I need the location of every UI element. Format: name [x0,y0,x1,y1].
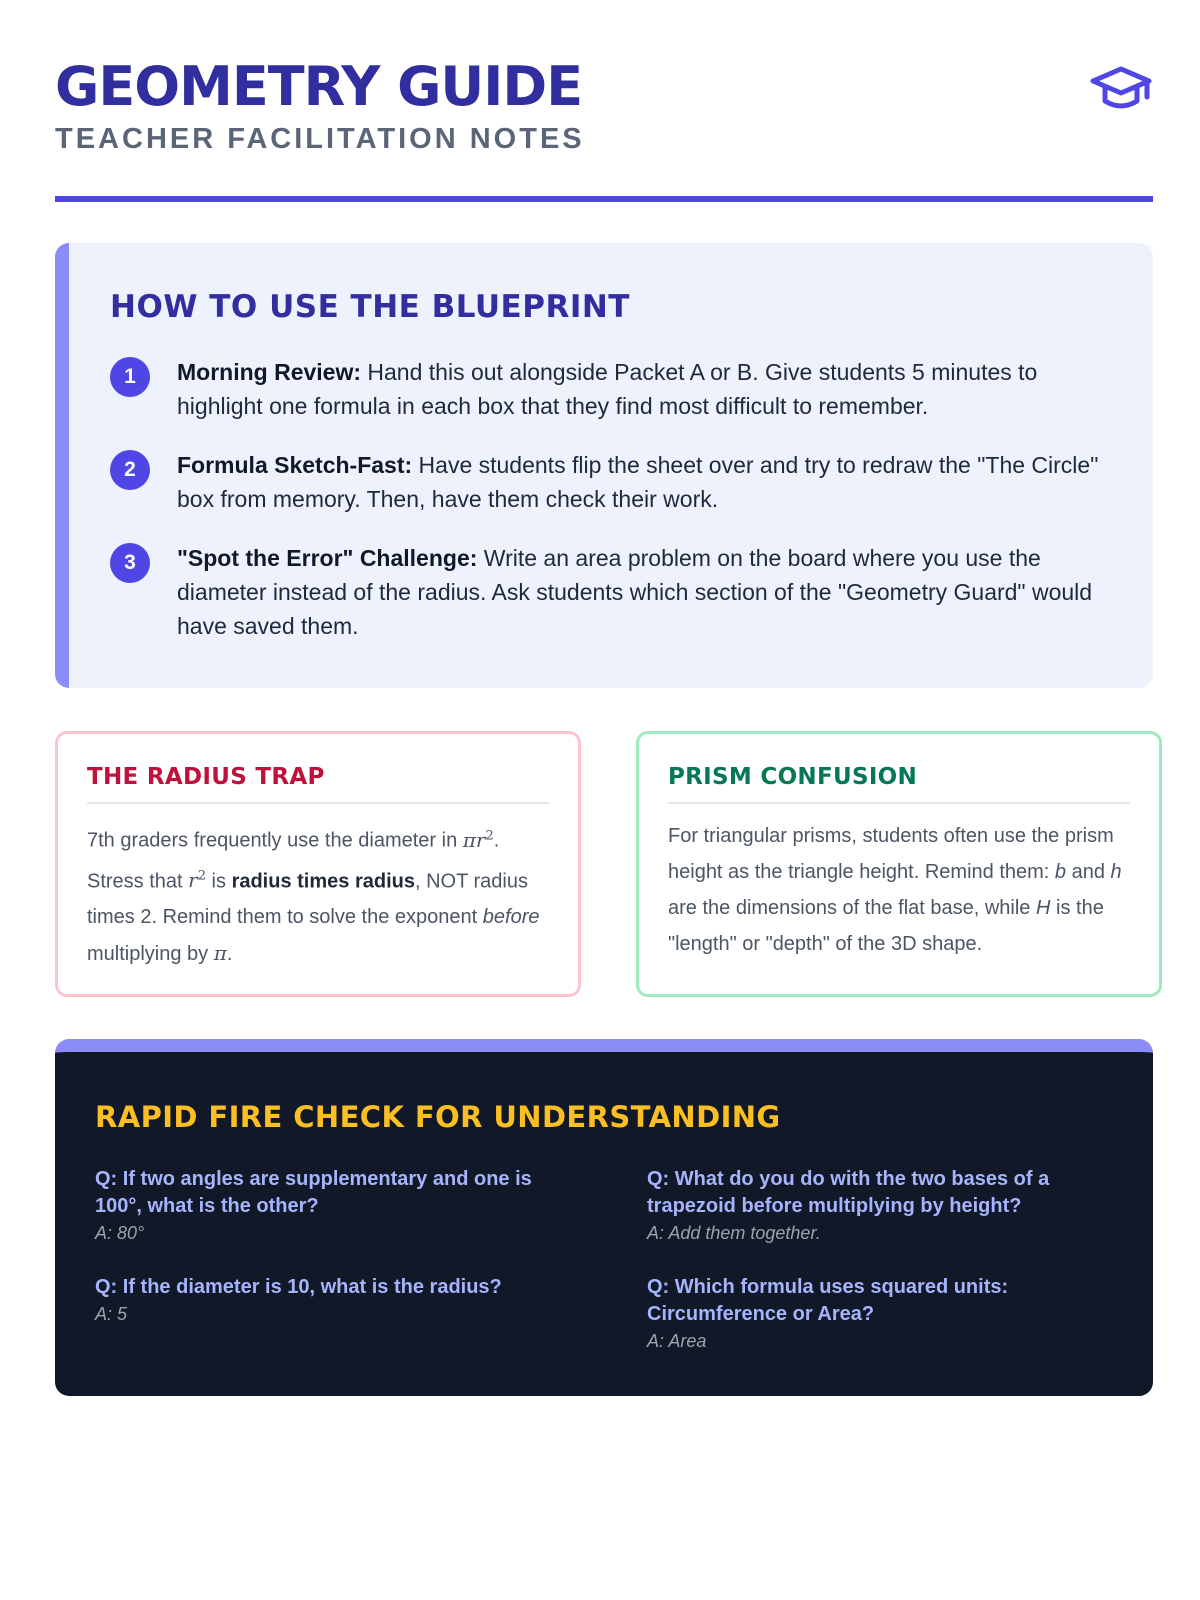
radius-trap-title: THE RADIUS TRAP [87,764,549,804]
question: Q: If two angles are supplementary and one is 100°, what is the other? [95,1168,532,1217]
formula-r-squared: $r^2$ [188,868,206,893]
header-divider [55,196,1153,202]
qa-item [647,1166,1127,1247]
step-number-badge: 2 [110,450,150,490]
answer: A: Add them together. [647,1223,821,1243]
step-text: Write an area problem on the board where you use the diameter instead of the radius. Ask students which section of the "Geometry Guard" would have saved them. [177,545,1093,639]
graduation-cap-icon [1089,63,1153,115]
accent-bar [55,243,69,688]
qa-item [647,1274,1127,1355]
formula-pi-r-squared: $\pi r^2$ [462,827,494,852]
step-label: Morning Review: [177,359,362,385]
step-label: Formula Sketch-Fast: [177,452,413,478]
step-item [110,355,1120,423]
blueprint-title: HOW TO USE THE BLUEPRINT [110,289,630,325]
step-item [110,541,1120,643]
rapid-fire-title: RAPID FIRE CHECK FOR UNDERSTANDING [95,1100,781,1134]
answer: A: 5 [95,1304,128,1324]
answer: A: Area [647,1331,707,1351]
page-subtitle: TEACHER FACILITATION NOTES [55,123,585,155]
radius-trap-text: 7th graders frequently use the diameter in $\pi r^2$. Stress that $r^2$ is radius times radius, NOT radius times 2. Remind them to solve the exponent before multiplying by π. [87,827,540,966]
question: Q: If the diameter is 10, what is the radius? [95,1276,502,1298]
question: Q: Which formula uses squared units: Circumference or Area? [647,1276,1009,1325]
step-label: "Spot the Error" Challenge: [177,545,478,571]
qa-item [95,1274,575,1328]
radius-trap-card [55,731,581,997]
blueprint-section [55,243,1153,688]
step-text: Hand this out alongside Packet A or B. Give students 5 minutes to highlight one formula in each box that they find most difficult to remember. [177,359,1038,419]
pi-symbol: π [213,941,227,966]
step-number-badge: 3 [110,543,150,583]
qa-item [95,1166,575,1247]
step-item [110,448,1120,516]
prism-confusion-card [636,731,1162,997]
prism-confusion-text: For triangular prisms, students often use the prism height as the triangle height. Remind them: b and h are the dimensions of the flat base, while H is the "length" or "depth" of the 3D shape. [668,825,1122,955]
page-header [55,55,1153,203]
steps-list [110,355,1120,668]
step-text: Have students flip the sheet over and try to redraw the "The Circle" box from memory. Then, have them check their work. [177,452,1099,512]
question: Q: What do you do with the two bases of a trapezoid before multiplying by height? [647,1168,1050,1217]
rapid-fire-section [55,1039,1153,1396]
step-number-badge: 1 [110,357,150,397]
prism-confusion-title: PRISM CONFUSION [668,764,1130,804]
answer: A: 80° [95,1223,145,1243]
page-title: GEOMETRY GUIDE [55,55,583,118]
